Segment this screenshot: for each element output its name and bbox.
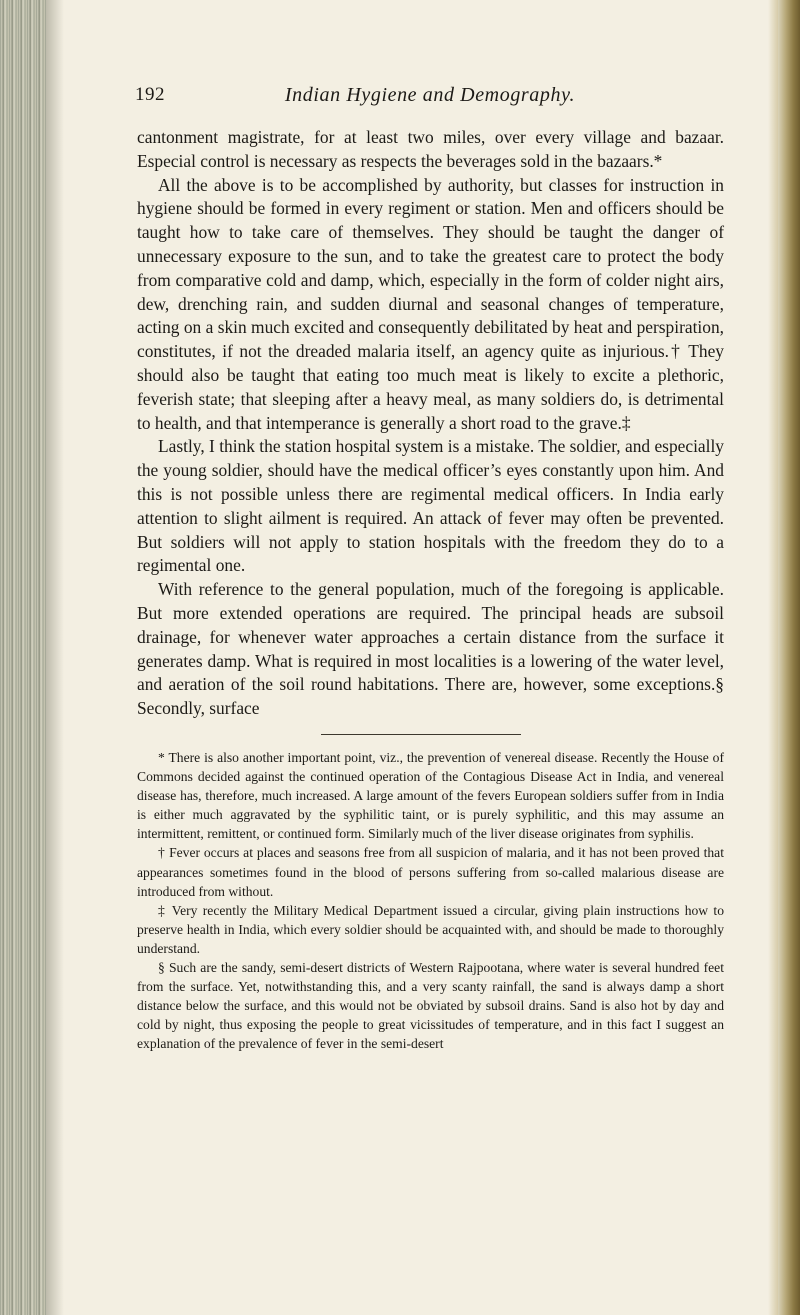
footnote-divider: [321, 734, 521, 735]
right-page-edge: [778, 0, 800, 1315]
binding-edge: [0, 0, 46, 1315]
binding-shadow: [46, 0, 64, 1315]
body-paragraph: cantonment magistrate, for at least two miles, over every village and bazaar. Especial control is necessary as respects the beverages sold in the bazaars.*: [137, 127, 724, 171]
page-header: [135, 84, 725, 114]
footnote: † Fever occurs at places and seasons free from all suspicion of malaria, and it has not been proved that appearances sometimes found in the blood of persons suffering from so-called malarious disease are introduced from without.: [137, 845, 724, 899]
main-text: [137, 126, 724, 721]
footnote: * There is also another important point, viz., the prevention of venereal disease. Recently the House of Commons decided against the continued operation of the Contagious Disease Act in India, and venereal disease has, therefore, much increased. A large amount of the fevers European soldiers suffer from in India is either much aggravated by the syphilitic taint, or is purely syphilitic, and this may assume an intermittent, remittent, or continued form. Similarly much of the liver disease originates from syphilis.: [137, 750, 724, 842]
footnote: § Such are the sandy, semi-desert districts of Western Rajpootana, where water is several hundred feet from the surface. Yet, notwithstanding this, and a very scanty rainfall, the sand is always damp a short distance below the surface, and this would not be obviated by subsoil drains. Sand is also hot by day and cold by night, thus exposing the people to great vicissitudes of temperature, and in this fact I suggest an explanation of the prevalence of fever in the semi-desert: [137, 960, 724, 1052]
body-paragraph: All the above is to be accomplished by authority, but classes for instruction in hygiene should be formed in every regiment or station. Men and officers should be taught how to take care of themselves. They should be taught the danger of unnecessary exposure to the sun, and to take the greatest care to protect the body from comparative cold and damp, which, especially in the form of colder night airs, dew, drenching rain, and sudden diurnal and seasonal changes of temperature, acting on a skin much excited and consequently debilitated by heat and perspiration, constitutes, if not the dreaded malaria itself, an agency quite as injurious.† They should also be taught that eating too much meat is likely to excite a plethoric, feverish state; that sleeping after a heavy meal, as many soldiers do, is detrimental to health, and that intemperance is generally a short road to the grave.‡: [137, 174, 724, 433]
body-paragraph: With reference to the general population, much of the foregoing is applicable. But more extended operations are required. The principal heads are subsoil drainage, for whenever water approaches a certain distance from the surface it generates damp. What is required in most localities is a lowering of the water level, and aeration of the soil round habitations. There are, however, some exceptions.§ Secondly, surface: [137, 579, 724, 719]
footnote: ‡ Very recently the Military Medical Department issued a circular, giving plain instructions how to preserve health in India, which every soldier should be acquainted with, and should be made to thoroughly understand.: [137, 902, 724, 956]
body-paragraph: Lastly, I think the station hospital system is a mistake. The soldier, and especially the young soldier, should have the medical officer’s eyes constantly upon him. And this is not possible unless there are regimental medical officers. In India early attention to slight ailment is required. An attack of fever may often be prevented. But soldiers will not apply to station hospitals with the freedom they do to a regimental one.: [137, 436, 724, 576]
page-number: 192: [135, 84, 165, 105]
page-edge-shading: [768, 0, 778, 1315]
footnotes: [137, 748, 724, 1054]
running-head: Indian Hygiene and Demography.: [284, 84, 576, 106]
